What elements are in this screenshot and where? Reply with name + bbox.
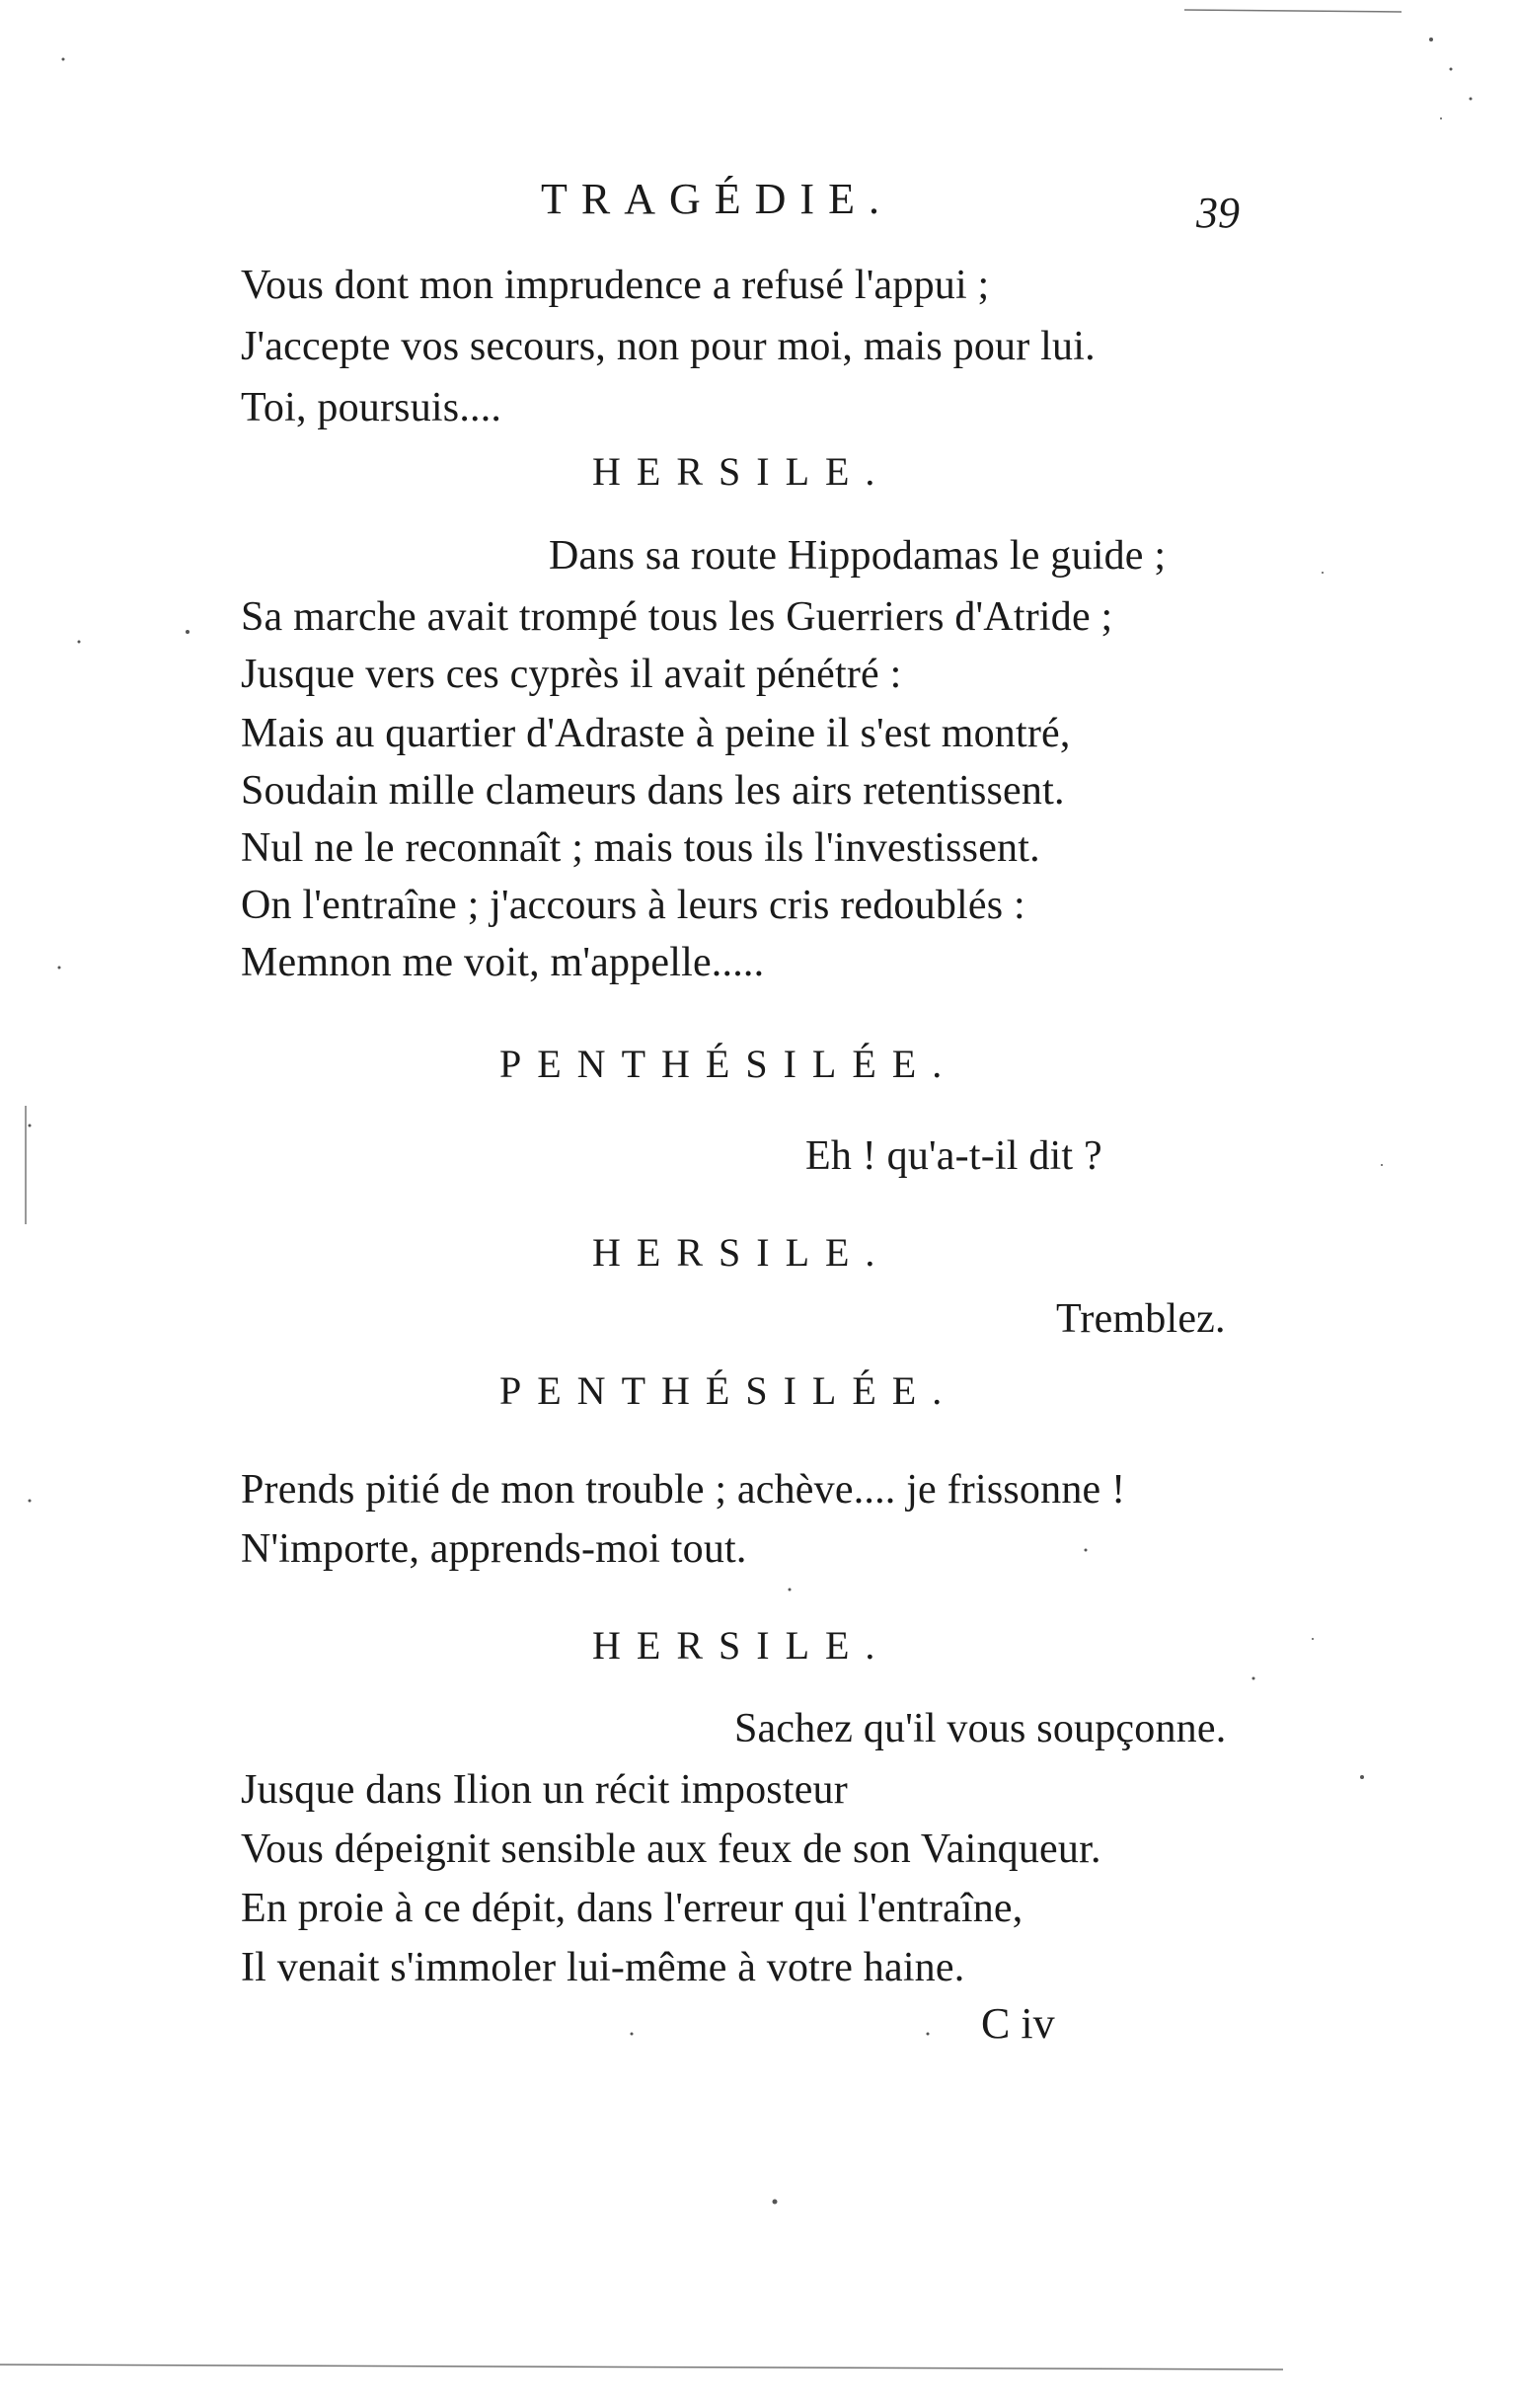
verse-line: Memnon me voit, m'appelle.....: [241, 940, 765, 985]
speaker-name: HERSILE.: [592, 1230, 891, 1275]
verse-line-indented: Dans sa route Hippodamas le guide ;: [549, 533, 1167, 579]
verse-line: N'importe, apprends-moi tout.: [241, 1526, 747, 1572]
page-number: 39: [1196, 189, 1240, 237]
verse-line: Prends pitié de mon trouble ; achève.... je frissonne !: [241, 1467, 1126, 1513]
verse-line: Vous dont mon imprudence a refusé l'appui ;: [241, 263, 990, 308]
speaker-name: HERSILE.: [592, 1623, 891, 1668]
verse-line: En proie à ce dépit, dans l'erreur qui l'entraîne,: [241, 1886, 1023, 1931]
verse-line: Il venait s'immoler lui-même à votre haine.: [241, 1945, 965, 1990]
verse-line: Vous dépeignit sensible aux feux de son Vainqueur.: [241, 1826, 1101, 1872]
verse-line: Jusque vers ces cyprès il avait pénétré :: [241, 652, 902, 697]
verse-line-indented: Sachez qu'il vous soupçonne.: [734, 1706, 1227, 1751]
speaker-name: PENTHÉSILÉE.: [499, 1042, 958, 1086]
verse-line: Jusque dans Ilion un récit imposteur: [241, 1767, 848, 1813]
verse-line: Soudain mille clameurs dans les airs retentissent.: [241, 768, 1065, 814]
signature-mark: C iv: [981, 1999, 1055, 2048]
speaker-name: PENTHÉSILÉE.: [499, 1368, 958, 1413]
verse-line: Nul ne le reconnaît ; mais tous ils l'investissent.: [241, 825, 1040, 871]
verse-line: On l'entraîne ; j'accours à leurs cris redoublés :: [241, 883, 1025, 928]
verse-line: J'accepte vos secours, non pour moi, mais pour lui.: [241, 324, 1096, 369]
verse-line: Toi, poursuis....: [241, 385, 502, 430]
speaker-name: HERSILE.: [592, 449, 891, 494]
running-head: TRAGÉDIE.: [541, 175, 893, 223]
verse-line: Sa marche avait trompé tous les Guerriers d'Atride ;: [241, 594, 1113, 640]
verse-line-indented: Tremblez.: [1056, 1296, 1226, 1342]
verse-line: Mais au quartier d'Adraste à peine il s'est montré,: [241, 711, 1071, 756]
verse-line-indented: Eh ! qu'a-t-il dit ?: [805, 1133, 1102, 1179]
